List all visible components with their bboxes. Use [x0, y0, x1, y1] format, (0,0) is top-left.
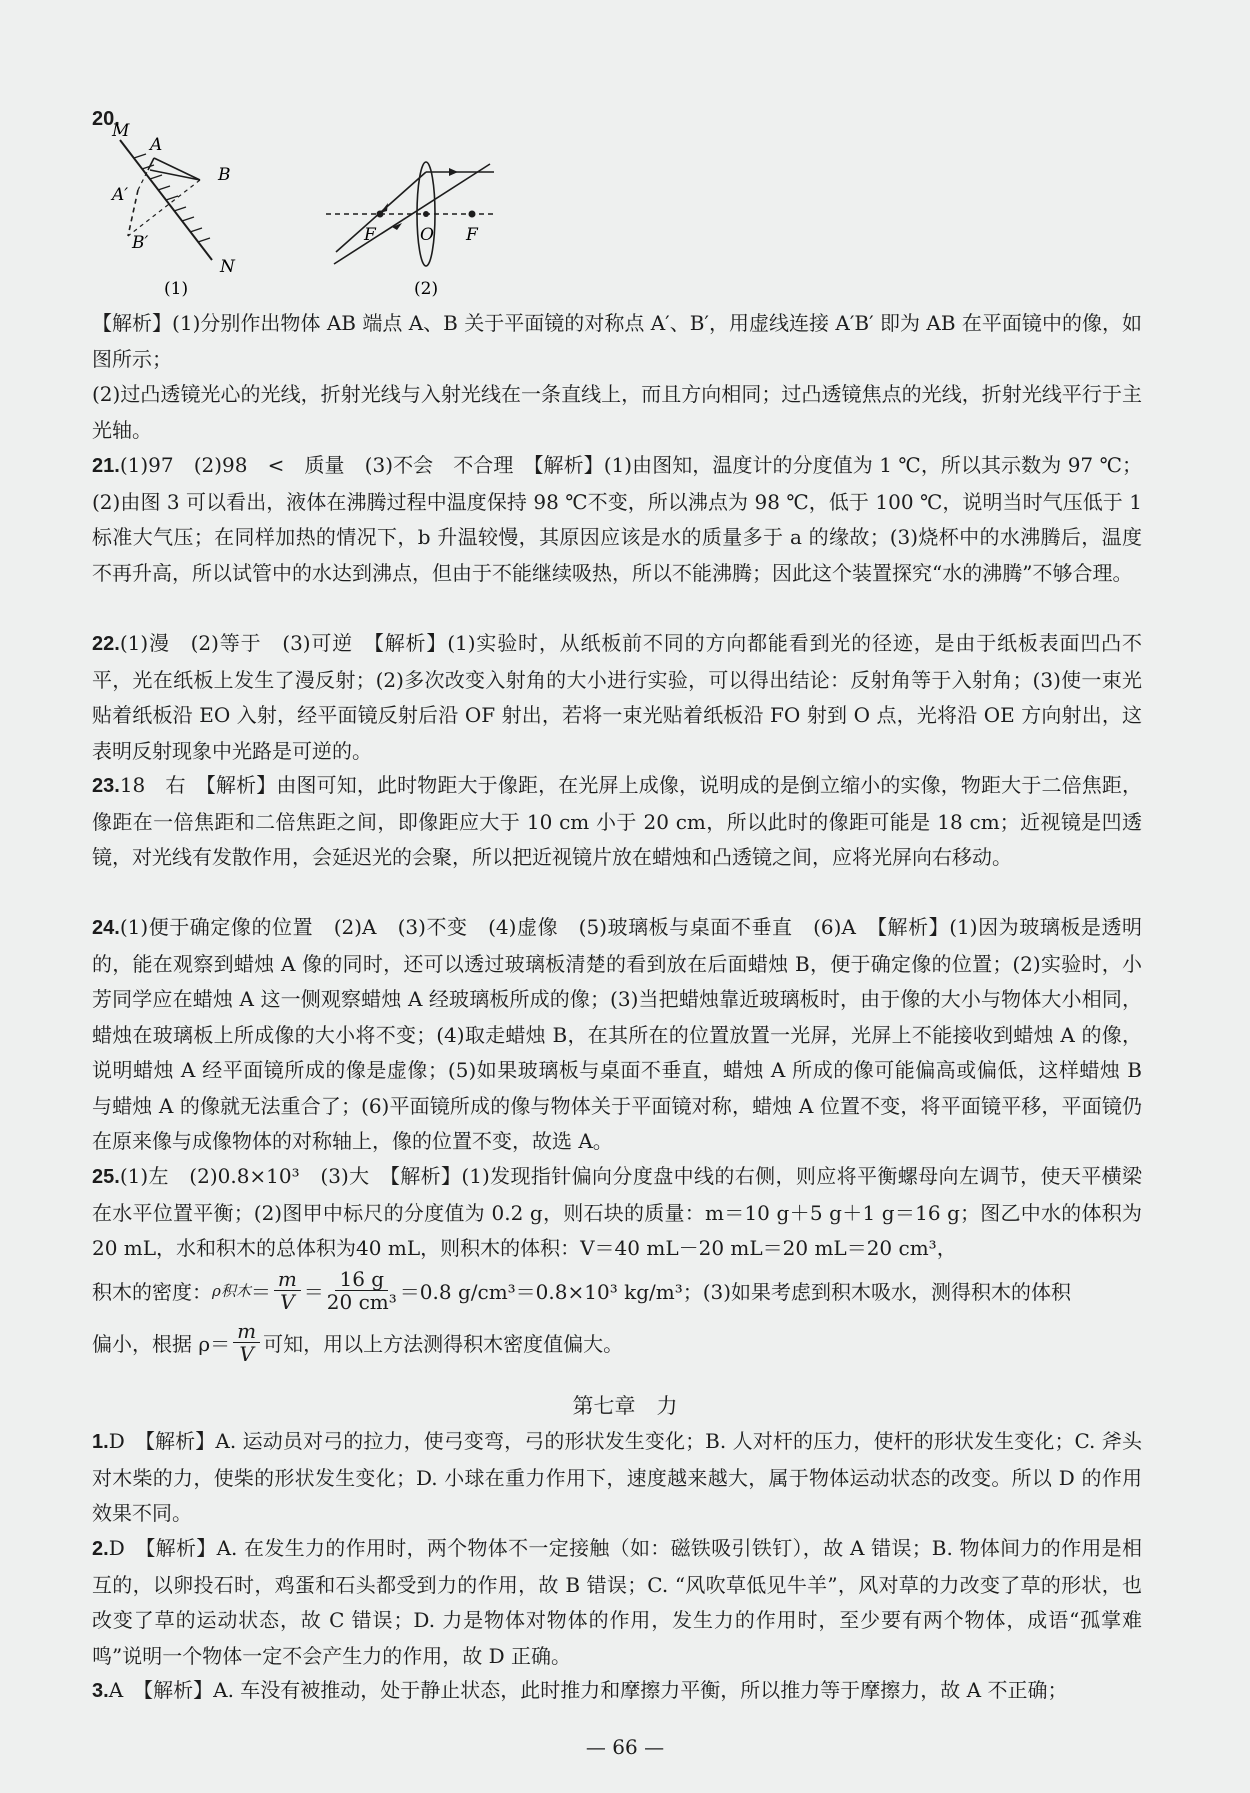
- fraction-values: 16 g 20 cm³: [326, 1267, 397, 1314]
- label-n: N: [220, 257, 235, 277]
- figure-1-caption: (1): [164, 279, 189, 298]
- c2-answer: [92, 1531, 1142, 1674]
- label-f-right: F: [466, 225, 478, 245]
- label-a-prime: A′: [112, 185, 129, 205]
- q25-density-line: [92, 1268, 1142, 1313]
- fraction-m-v-2: m V: [233, 1320, 260, 1365]
- q24-number: 24.: [92, 917, 120, 939]
- c2-number: 2.: [92, 1538, 109, 1560]
- label-b-prime: B′: [132, 233, 149, 253]
- arrow-2: [449, 168, 458, 176]
- rho-symbol: ρ积木: [212, 1282, 251, 1300]
- q20-explain-1: 【解析】(1)分别作出物体 AB 端点 A、B 关于平面镜的对称点 A′、B′，用虚线连接 A′B′ 即为 AB 在平面镜中的像，如图所示；: [92, 311, 1142, 371]
- fraction-m-v: m V: [274, 1268, 301, 1313]
- label-a: A: [150, 135, 163, 155]
- q20-number: 20.: [92, 108, 120, 130]
- plane-mirror-figure: [110, 118, 260, 298]
- equals-2: ＝: [303, 1280, 324, 1304]
- c3-answer: [92, 1673, 1142, 1710]
- label-m: M: [112, 121, 130, 141]
- density-prefix: 积木的密度：: [92, 1280, 212, 1304]
- q22-text: (1)漫 (2)等于 (3)可逆 【解析】(1)实验时，从纸板前不同的方向都能看到光的径迹，是由于纸板表面凹凸不平，光在纸板上发生了漫反射；(2)多次改变入射角的大小进行实验，可以得出结论：反射角等于入射角；(3)使一束光贴着纸板沿 EO 入射，经平面镜反射后沿 OF 射出，若将一束光贴着纸板沿 FO 射到 O 点，光将沿 OE 方向射出，这表明反射现象中光路是可逆的。: [92, 631, 1142, 763]
- label-b: B: [218, 165, 231, 185]
- c3-number: 3.: [92, 1680, 109, 1702]
- c1-number: 1.: [92, 1431, 109, 1453]
- chapter-title: 第七章 力: [572, 1394, 678, 1418]
- q20-explain-2: (2)过凸透镜光心的光线，折射光线与入射光线在一条直线上，而且方向相同；过凸透镜焦点的光线，折射光线平行于主光轴。: [92, 382, 1142, 442]
- q23-answer: [92, 768, 1142, 876]
- c3-text: A 【解析】A. 车没有被推动，处于静止状态，此时推力和摩擦力平衡，所以推力等于摩擦力，故 A 不正确；: [108, 1678, 1068, 1702]
- q22-answer: [92, 626, 1142, 769]
- figure-2-caption: (2): [414, 279, 439, 298]
- q20-explanation: [92, 306, 1142, 448]
- q21-answer: [92, 448, 1142, 591]
- q25-last-line: [92, 1320, 623, 1365]
- c1-answer: [92, 1424, 1142, 1532]
- focus-left: [377, 211, 384, 218]
- equals-1: ＝: [250, 1280, 271, 1304]
- label-o: O: [420, 225, 434, 245]
- last-suffix: 可知，用以上方法测得积木密度值偏大。: [263, 1332, 624, 1356]
- last-prefix: 偏小，根据 ρ＝: [92, 1332, 231, 1356]
- page-number: — 66 —: [585, 1735, 665, 1759]
- q24-answer: [92, 910, 1142, 1160]
- q23-text: 18 右 【解析】由图可知，此时物距大于像距，在光屏上成像，说明成的是倒立缩小的实像，物距大于二倍焦距，像距在一倍焦距和二倍焦距之间，即像距应大于 10 cm 小于 20 cm，所以此时的像距可能是 18 cm；近视镜是凹透镜，对光线有发散作用，会延迟光的会聚，所以把近视镜片放在蜡烛和凸透镜之间，应将光屏向右移动。: [92, 773, 1142, 869]
- focus-right: [469, 211, 476, 218]
- q25-text: (1)左 (2)0.8×10³ (3)大 【解析】(1)发现指针偏向分度盘中线的右侧，则应将平衡螺母向左调节，使天平横梁在水平位置平衡；(2)图甲中标尺的分度值为 0.2 g，则石块的质量：m＝10 g＋5 g＋1 g＝16 g；图乙中水的体积为 20 mL，水和积木的总体积为40 mL，则积木的体积：V＝40 mL－20 mL＝20 mL＝20 cm³，: [92, 1164, 1142, 1260]
- q21-text: (1)97 (2)98 < 质量 (3)不会 不合理 【解析】(1)由图知，温度计的分度值为 1 ℃，所以其示数为 97 ℃；(2)由图 3 可以看出，液体在沸腾过程中温度保持 98 ℃不变，所以沸点为 98 ℃，低于 100 ℃，说明当时气压低于 1 标准大气压；在同样加热的情况下，b 升温较慢，其原因应该是水的质量多于 a 的缘故；(3)烧杯中的水沸腾后，温度不再升高，所以试管中的水达到沸点，但由于不能继续吸热，所以不能沸腾；因此这个装置探究“水的沸腾”不够合理。: [92, 453, 1142, 585]
- c1-text: D 【解析】A. 运动员对弓的拉力，使弓变弯，弓的形状发生变化；B. 人对杆的压力，使杆的形状发生变化；C. 斧头对木柴的力，使柴的形状发生变化；D. 小球在重力作用下，速度越来越大，属于物体运动状态的改变。所以 D 的作用效果不同。: [92, 1429, 1142, 1525]
- label-f-left: F: [364, 225, 376, 245]
- q21-number: 21.: [92, 455, 120, 477]
- q22-number: 22.: [92, 633, 120, 655]
- q25-number: 25.: [92, 1166, 120, 1188]
- optical-center: [423, 211, 429, 217]
- q23-number: 23.: [92, 775, 120, 797]
- density-result: ＝0.8 g/cm³＝0.8×10³ kg/m³；(3)如果考虑到积木吸水，测得积木的体积: [399, 1280, 1072, 1304]
- q24-text: (1)便于确定像的位置 (2)A (3)不变 (4)虚像 (5)玻璃板与桌面不垂直 (6)A 【解析】(1)因为玻璃板是透明的，能在观察到蜡烛 A 像的同时，还可以透过玻璃板清楚的看到放在后面蜡烛 B，便于确定像的位置；(2)实验时，小芳同学应在蜡烛 A 这一侧观察蜡烛 A 经玻璃板所成的像；(3)当把蜡烛靠近玻璃板时，由于像的大小与物体大小相同，蜡烛在玻璃板上所成像的大小将不变；(4)取走蜡烛 B，在其所在的位置放置一光屏，光屏上不能接收到蜡烛 A 的像，说明蜡烛 A 经平面镜所成的像是虚像；(5)如果玻璃板与桌面不垂直，蜡烛 A 所成的像可能偏高或偏低，这样蜡烛 B 与蜡烛 A 的像就无法重合了；(6)平面镜所成的像与物体关于平面镜对称，蜡烛 A 位置不变，将平面镜平移，平面镜仍在原来像与成像物体的对称轴上，像的位置不变，故选 A。: [92, 915, 1142, 1153]
- c2-text: D 【解析】A. 在发生力的作用时，两个物体不一定接触（如：磁铁吸引铁钉），故 A 错误；B. 物体间力的作用是相互的，以卵投石时，鸡蛋和石头都受到力的作用，故 B 错误；C. “风吹草低见牛羊”，风对草的力改变了草的形状，也改变了草的运动状态，故 C 错误；D. 力是物体对物体的作用，发生力的作用时，至少要有两个物体，成语“孤掌难鸣”说明一个物体一定不会产生力的作用，故 D 正确。: [92, 1536, 1142, 1668]
- convex-lens-figure: [322, 148, 502, 298]
- q25-answer: [92, 1159, 1142, 1267]
